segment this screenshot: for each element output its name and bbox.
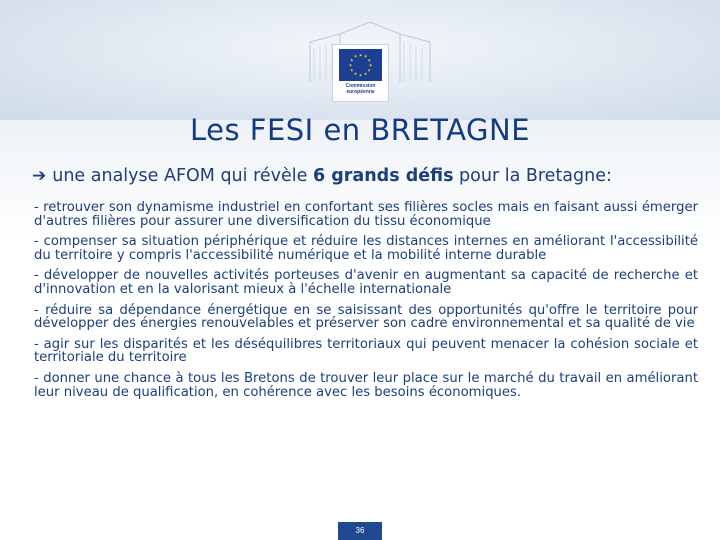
star-icon: ★: [367, 57, 371, 63]
star-icon: ★: [358, 52, 363, 58]
subtitle-suffix: pour la Bretagne:: [453, 166, 612, 186]
logo-caption-line1: Commission: [345, 83, 376, 89]
star-icon: ★: [350, 57, 354, 63]
subtitle: [32, 166, 702, 186]
logo-caption: [335, 83, 386, 95]
logo-caption-line2: européenne: [346, 89, 375, 95]
challenges-list: [34, 201, 698, 406]
list-item: - réduire sa dépendance énergétique en se saisissant des opportunités qu'offre le territoire pour développer des énergies renouvelables et préserver son cadre environnemental et sa qualité de vie: [34, 302, 698, 332]
european-commission-logo: [332, 44, 389, 102]
star-icon: ★: [350, 67, 354, 73]
list-item: - retrouver son dynamisme industriel en confortant ses filières socles mais en faisant aussi émerger d'autres filières pour assurer une diversification du tissu économique: [34, 200, 698, 229]
eu-flag-icon: [339, 49, 382, 81]
subtitle-prefix: une analyse AFOM qui révèle: [52, 166, 313, 186]
star-icon: ★: [367, 67, 371, 73]
arrow-right-icon: ➔: [32, 166, 47, 186]
list-item: - donner une chance à tous les Bretons de trouver leur place sur le marché du travail en améliorant leur niveau de qualification, en cohérence avec les besoins économiques.: [34, 370, 698, 400]
list-item: - développer de nouvelles activités porteuses d'avenir en augmentant sa capacité de recherche et d'innovation et en la valorisant mieux à l'échelle internationale: [34, 268, 698, 297]
subtitle-emphasis: 6 grands défis: [312, 166, 454, 186]
star-icon: ★: [353, 53, 358, 59]
star-icon: ★: [363, 70, 368, 76]
star-icon: ★: [363, 53, 368, 59]
star-icon: ★: [358, 72, 363, 78]
star-icon: ★: [348, 62, 353, 68]
slide-title: Les FESI en BRETAGNE: [189, 113, 531, 147]
list-item: - compenser sa situation périphérique et réduire les distances internes en améliorant l'accessibilité du territoire y compris l'accessibilité numérique et la mobilité interne durable: [34, 234, 698, 263]
star-icon: ★: [353, 70, 358, 76]
page-number: 36: [338, 522, 382, 540]
list-item: - agir sur les disparités et les déséquilibres territoriaux qui peuvent menacer la cohésion sociale et territoriale du territoire: [34, 336, 698, 366]
star-icon: ★: [368, 62, 373, 68]
